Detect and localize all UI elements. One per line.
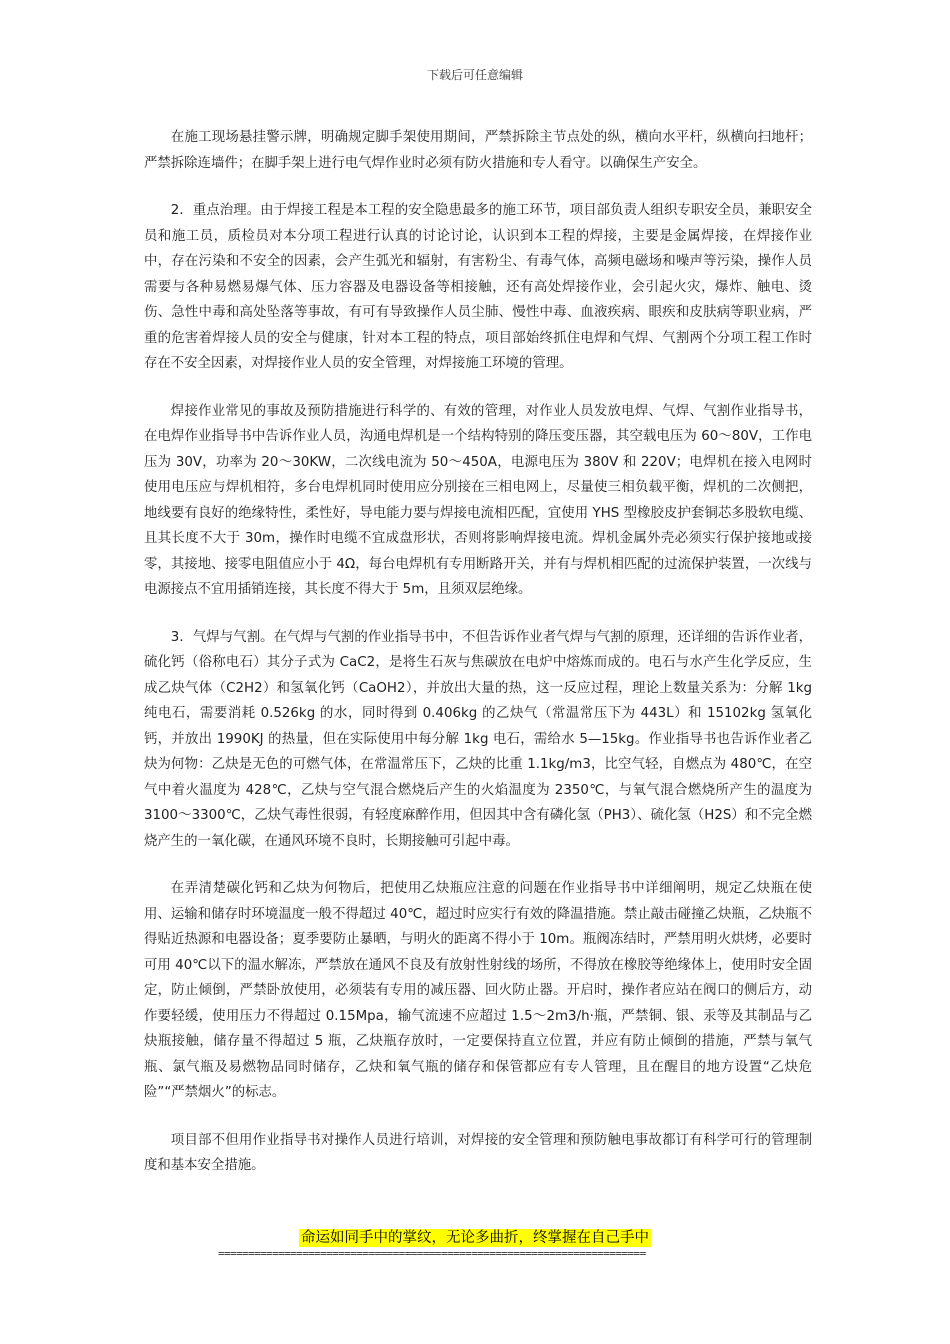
paragraph-gas-welding: 3．气焊与气割。在气焊与气割的作业指导书中，不但告诉作业者气焊与气割的原理，还详细的告诉作业者，硫化钙（俗称电石）其分子式为 CaC2，是将生石灰与焦碳放在电炉中熔炼而成的。电石与水产生化学反应，生成乙炔气体（C2H2）和氢氧化钙（CaOH2），并放出大量的热，这一反应过程，理论上数量关系为：分解 1kg 纯电石，需要消耗 0.526kg 的水，同时得到 0.406kg 的乙炔气（常温常压下为 443L）和 15102kg 氢氧化钙，并放出 1990KJ 的热量，但在实际使用中每分解 1kg 电石，需给水 5—15kg。作业指导书也告诉作业者乙炔为何物：乙炔是无色的可燃气体，在常温常压下，乙炔的比重 1.1kg/m3，比空气轻，自燃点为 480℃，在空气中着火温度为 428℃，乙炔与空气混合燃烧后产生的火焰温度为 2350℃，与氧气混合燃烧所产生的温度为 3100～3300℃，乙炔气毒性很弱，有轻度麻醉作用，但因其中含有磷化氢（PH3）、硫化氢（H2S）和不完全燃烧产生的一氧化碳，在通风环境不良时，长期接触可引起中毒。: [144, 629, 812, 849]
paragraph-acetylene-cylinder: 在弄清楚碳化钙和乙炔为何物后，把使用乙炔瓶应注意的问题在作业指导书中详细阐明，规定乙炔瓶在使用、运输和储存时环境温度一般不得超过 40℃，超过时应实行有效的降温措施。禁止敲击碰撞乙炔瓶，乙炔瓶不得贴近热源和电器设备；夏季要防止暴晒，与明火的距离不得小于 10m。瓶阀冻结时，严禁用明火烘烤，必要时可用 40℃以下的温水解冻，严禁放在通风不良及有放射性射线的场所，不得放在橡胶等绝缘体上，使用时安全固定，防止倾倒，严禁卧放使用，必须装有专用的减压器、回火防止器。开启时，操作者应站在阀口的侧后方，动作要轻缓，使用压力不得超过 0.15Mpa，输气流速不应超过 1.5～2m3/h·瓶，严禁铜、银、汞等及其制品与乙炔瓶接触，储存量不得超过 5 瓶，乙炔瓶存放时，一定要保持直立位置，并应有防止倾倒的措施，严禁与氧气瓶、氯气瓶及易燃物品同时储存，乙炔和氧气瓶的储存和保管都应有专人管理，且在醒目的地方设置“乙炔危险”“严禁烟火”的标志。: [144, 881, 812, 1100]
footer-divider: =======================================================================: [218, 1247, 646, 1260]
paragraph-training: 项目部不但用作业指导书对操作人员进行培训，对焊接的安全管理和预防触电事故都订有科学可行的管理制度和基本安全措施。: [144, 1132, 812, 1173]
document-body: [144, 125, 812, 1201]
motto-text: 命运如同手中的掌纹，无论多曲折，终掌握在自己手中: [301, 1230, 649, 1246]
paragraph-key-governance: 2．重点治理。由于焊接工程是本工程的安全隐患最多的施工环节，项目部负责人组织专职安全员，兼职安全员和施工员，质检员对本分项工程进行认真的讨论讨论，认识到本工程的焊接，主要是金属焊接，在焊接作业中，存在污染和不安全的因素，会产生弧光和辐射，有害粉尘、有毒气体，高频电磁场和噪声等污染，操作人员需要与各种易燃易爆气体、压力容器及电器设备等相接触，还有高处焊接作业，会引起火灾，爆炸、触电、烫伤、急性中毒和高处坠落等事故，有可有导致操作人员尘肺、慢性中毒、血液疾病、眼疾和皮肤病等职业病，严重的危害着焊接人员的安全与健康，针对本工程的特点，项目部始终抓住电焊和气焊、气割两个分项工程工作时存在不安全因素，对焊接作业人员的安全管理，对焊接施工环境的管理。: [144, 203, 812, 371]
footer-motto: [0, 1226, 950, 1247]
paragraph-scaffold-safety: 在施工现场悬挂警示牌，明确规定脚手架使用期间，严禁拆除主节点处的纵，横向水平杆，纵横向扫地杆；严禁拆除连墙件；在脚手架上进行电气焊作业时必须有防火措施和专人看守。以确保生产安全。: [144, 130, 812, 171]
page-header: 下载后可任意编辑: [426, 68, 523, 82]
paragraph-electric-welding: 焊接作业常见的事故及预防措施进行科学的、有效的管理，对作业人员发放电焊、气焊、气割作业指导书，在电焊作业指导书中告诉作业人员，沟通电焊机是一个结构特别的降压变压器，其空载电压为 60～80V，工作电压为 30V，功率为 20～30KW，二次线电流为 50～450A，电源电压为 380V 和 220V；电焊机在接入电网时使用电压应与焊机相符，多台电焊机同时使用应分别接在三相电网上，尽量使三相负载平衡，焊机的二次侧把，地线要有良好的绝缘特性，柔性好，导电能力要与焊接电流相匹配，宜使用 YHS 型橡胶皮护套铜芯多股软电缆、且其长度不大于 30m，操作时电缆不宜成盘形状，否则将影响焊接电流。焊机金属外壳必须实行保护接地或接零，其接地、接零电阻值应小于 4Ω，每台电焊机有专用断路开关，并有与焊机相匹配的过流保护装置，一次线与电源接点不宜用插销连接，其长度不得大于 5m，且须双层绝缘。: [144, 403, 812, 597]
